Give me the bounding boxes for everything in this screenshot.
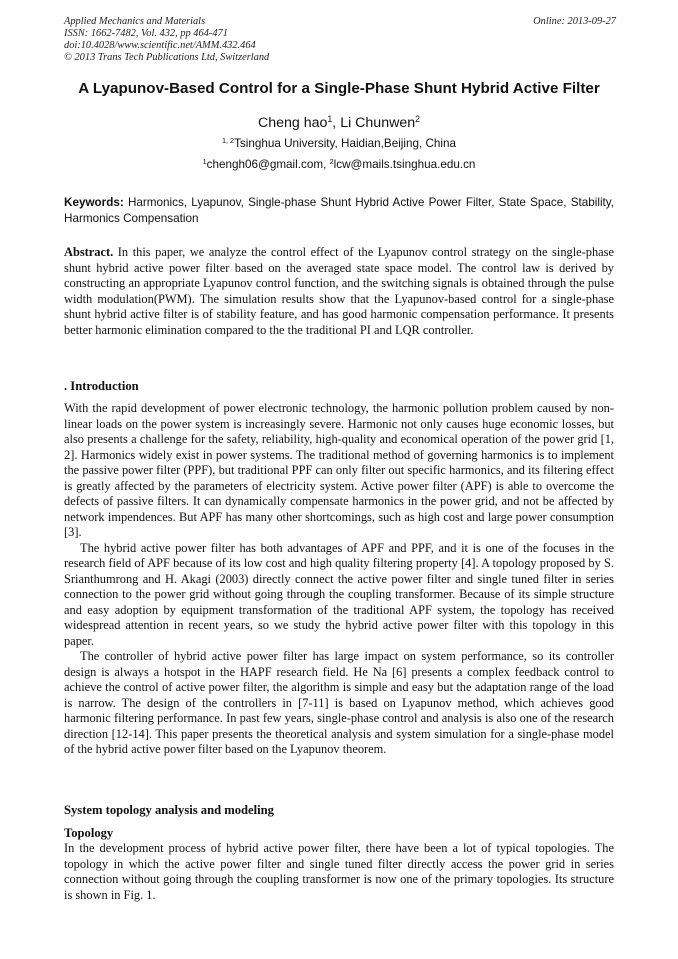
email-2-marker: 2 (329, 157, 334, 167)
email-1: chengh06@gmail.com (206, 158, 324, 171)
paper-title: A Lyapunov-Based Control for a Single-Phase Shunt Hybrid Active Filter (78, 80, 600, 97)
keywords (64, 195, 614, 226)
topology-paragraph-1: In the development process of hybrid active power filter, there have been a lot of typical topologies. The topology in which the active power filter and single tuned filter directly access the power grid in series connection without going through the coupling transformer is now one of the primary topologies. Its structure is shown in Fig. 1. (64, 841, 614, 902)
author-line (40, 115, 638, 131)
email-1-marker: 1 (202, 157, 207, 167)
abstract (64, 245, 614, 338)
subsection-heading-topology: Topology (64, 826, 114, 840)
intro-paragraph-3: The controller of hybrid active power filter has large impact on system performance, so its controller design is always a hotspot in the HAPF research field. He Na [6] presents a complex feedback control to achieve the control of active power filter, the algorithm is simple and easy but the adaptation range of the load is narrow. The design of the controllers in [7-11] is based on Lyapunov method, which achieves good harmonic filtering performance. In past few years, single-phase control and analysis is also one of the research direction [12-14]. This paper presents the theoretical analysis and system simulation for a single-phase model of the hybrid active power filter based on the Lyapunov theorem. (64, 649, 614, 756)
intro-paragraph-2: The hybrid active power filter has both advantages of APF and PPF, and it is one of the focuses in the research field of APF because of its low cost and high quality filtering property [4]. A topology proposed by S. Srianthumrong and H. Akagi (2003) directly connect the active power filter and single tuned filter in series connection to the power grid without going through the coupling transformer. Because of its simple structure and easy adoption by equipment transformation of the traditional APF system, the topology has received widespread attention in recent years, so we study the hybrid active power filter with this topology in this paper. (64, 540, 614, 648)
affiliation (40, 137, 638, 150)
abstract-label: Abstract. (64, 245, 114, 259)
introduction-body (64, 401, 614, 758)
author-1: Cheng hao (257, 115, 328, 131)
author-2-marker: 2 (415, 114, 421, 125)
keywords-label: Keywords: (64, 196, 124, 209)
section-heading-introduction: . Introduction (64, 379, 139, 393)
email-line (40, 158, 638, 171)
author-2: Li Chunwen (340, 115, 416, 131)
topology-body (64, 841, 614, 903)
intro-paragraph-1: With the rapid development of power electronic technology, the harmonic pollution problem caused by non-linear loads on the power system is increasingly severe. Harmonic not only causes huge economic losses, but also presents a challenge for the safety, reliability, high-quality and economical operation of the power grid [1, 2]. Harmonics widely exist in power systems. The traditional method of governing harmonics is to implement the passive power filter (PPF), but traditional PPF can only filter out specific harmonics, and its filtering effect is greatly affected by the parameters of electricity system. Active power filter (APF) is able to overcome the defects of passive filters. It can dynamically compensate harmonics in the power grid, and not be affected by network impendences. But APF has many other shortcomings, such as high cost and large power consumption [3]. (64, 401, 614, 539)
author-separator: , (332, 115, 341, 131)
section-heading-system-topology: System topology analysis and modeling (64, 803, 274, 817)
affiliation-marker: 1, 2 (221, 136, 235, 146)
email-separator: , (323, 158, 330, 171)
online-date: Online: 2013-09-27 (533, 16, 616, 27)
journal-name: Applied Mechanics and Materials (64, 16, 206, 27)
author-1-marker: 1 (327, 114, 333, 125)
keywords-text: Harmonics, Lyapunov, Single-phase Shunt Hybrid Active Power Filter, State Space, Stability, Harmonics Compensation (64, 196, 615, 225)
journal-copyright: © 2013 Trans Tech Publications Ltd, Switzerland (64, 52, 270, 63)
journal-doi: doi:10.4028/www.scientific.net/AMM.432.464 (64, 40, 256, 51)
journal-header (64, 16, 616, 64)
abstract-text: In this paper, we analyze the control effect of the Lyapunov control strategy on the single-phase shunt hybrid active power filter based on the averaged state space model. The control law is derived by constructing an appropriate Lyapunov control function, and the switching signals is obtained through the pulse width modulation(PWM). The simulation results show that the Lyapunov-based control for a single-phase shunt hybrid active filter is of stability feature, and has good harmonic compensation performance. It presents better harmonic elimination compared to the the traditional PI and LQR controller. (64, 245, 614, 337)
email-2: lcw@mails.tsinghua.edu.cn (333, 158, 476, 171)
affiliation-text: Tsinghua University, Haidian,Beijing, China (234, 137, 457, 150)
journal-issn: ISSN: 1662-7482, Vol. 432, pp 464-471 (64, 28, 228, 39)
